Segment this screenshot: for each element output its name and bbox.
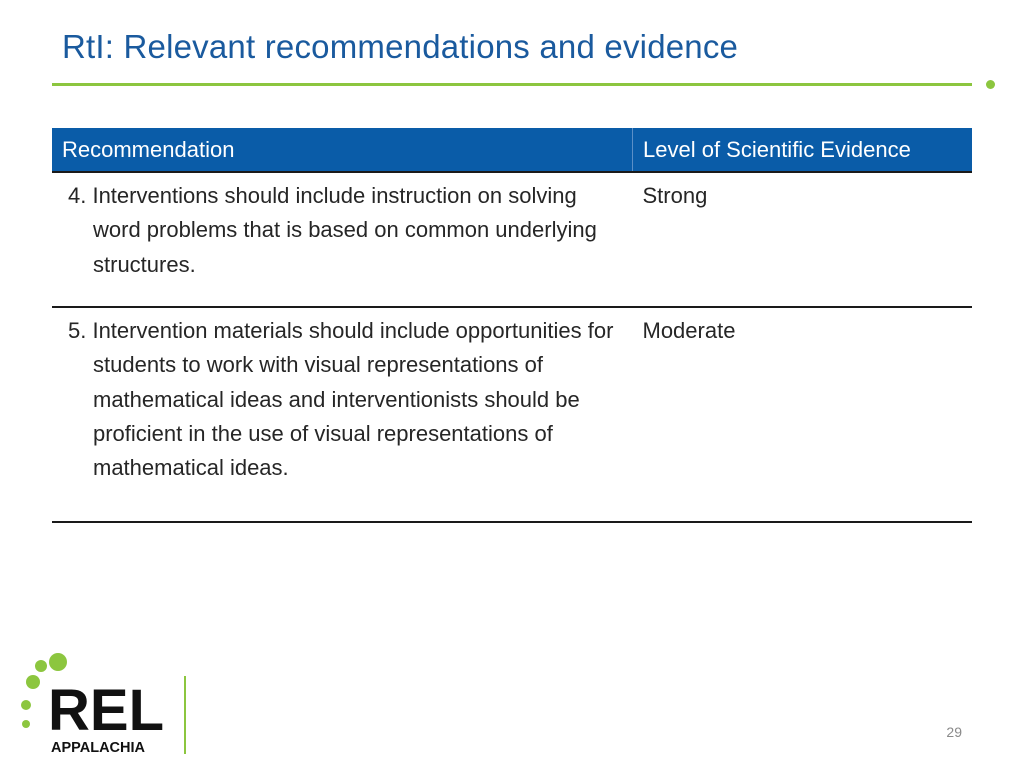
evidence-cell: Moderate [633,307,973,522]
rel-appalachia-logo [14,652,194,756]
rel-dots-logo-icon [14,652,194,756]
table-header-row [52,128,972,172]
evidence-cell: Strong [633,172,973,307]
recommendation-cell: 4. Interventions should include instruction on solving word problems that is based on common underlying structures. [52,172,633,307]
slide-title: RtI: Relevant recommendations and evidence [62,28,739,65]
slide-number: 29 [946,724,962,740]
recommendations-table [52,128,972,523]
logo-wordmark: REL [48,678,164,743]
recommendation-cell: 5. Intervention materials should include opportunities for students to work with visual representations of mathematical ideas and interventionists should be proficient in the use of visual representations of mathematical ideas. [52,307,633,522]
header-evidence-level: Level of Scientific Evidence [633,128,973,172]
title-accent-dot [986,80,995,89]
title-underline [52,83,972,86]
table-row [52,307,972,522]
header-recommendation: Recommendation [52,128,633,172]
table-row [52,172,972,307]
logo-subtitle: APPALACHIA [51,740,145,756]
